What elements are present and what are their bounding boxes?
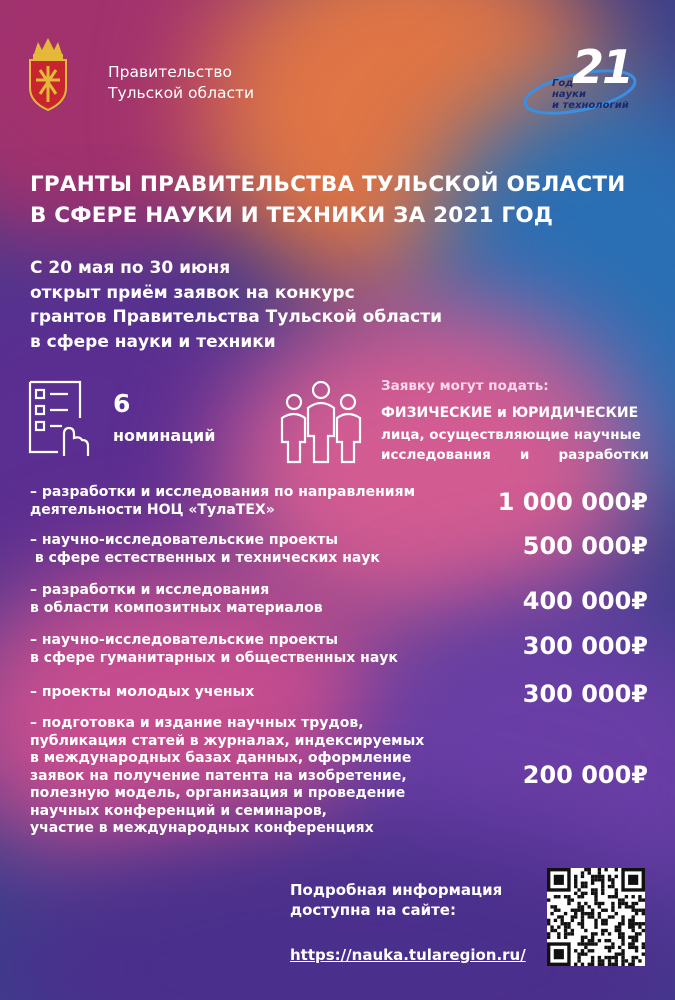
qr-code-icon[interactable] [547, 868, 645, 966]
grant-description [30, 715, 424, 838]
org-name [108, 62, 254, 104]
grant-line: деятельности НОЦ «ТулаТЕХ» [30, 501, 275, 518]
grant-line: – научно-исследовательские проекты [30, 632, 338, 648]
grant-line: в сфере гуманитарных и общественных наук [30, 649, 398, 666]
grant-amount: 200 000₽ [522, 761, 648, 789]
applicants-line2: лица, осуществляющие научные [381, 427, 641, 443]
grant-description [30, 632, 398, 667]
title-line1: ГРАНТЫ ПРАВИТЕЛЬСТВА ТУЛЬСКОЙ ОБЛАСТИ [30, 172, 626, 197]
people-icon [278, 380, 364, 464]
nominations-count: 6 [113, 389, 131, 418]
org-name-line1: Правительство [108, 63, 232, 81]
grant-amount: 300 000₽ [522, 680, 648, 708]
grant-description [30, 582, 323, 617]
grant-description [30, 484, 415, 519]
intro-line: С 20 мая по 30 июня [30, 258, 231, 278]
nominations-label: номинаций [113, 426, 216, 445]
coat-of-arms-icon [24, 36, 72, 114]
org-name-line2: Тульской области [108, 84, 255, 102]
grant-amount: 1 000 000₽ [497, 488, 648, 516]
page-title [30, 169, 660, 231]
logo-line1: Год [552, 78, 574, 89]
grant-line: заявок на получение патента на изобретение, [30, 767, 407, 784]
intro-text [30, 256, 442, 354]
logo-line3: и технологий [552, 100, 629, 111]
grant-line: в международных базах данных, оформление [30, 750, 412, 766]
intro-line: в сфере науки и техники [30, 331, 276, 352]
grant-line: полезную модель, организация и проведение [30, 785, 406, 801]
info-text [290, 880, 502, 920]
year-of-science-logo [520, 40, 638, 124]
intro-line: открыт приём заявок на конкурс [30, 282, 355, 303]
applicants-heading: Заявку могут подать: [381, 378, 549, 394]
logo-line2: науки [552, 89, 586, 100]
grant-line: участие в международных конференциях [30, 820, 374, 836]
grant-amount: 300 000₽ [522, 632, 648, 660]
grant-line: публикация статей в журналах, индексируемых [30, 732, 425, 749]
grant-amount: 400 000₽ [522, 587, 648, 615]
grant-line: – проекты молодых ученых [30, 684, 255, 700]
info-line2: доступна на сайте: [290, 901, 456, 919]
grant-line: в области композитных материалов [30, 599, 323, 616]
intro-line: грантов Правительства Тульской области [30, 307, 442, 327]
grant-line: – подготовка и издание научных трудов, [30, 715, 364, 731]
info-line1: Подробная информация [290, 881, 503, 899]
website-link[interactable]: https://nauka.tularegion.ru/ [290, 946, 526, 964]
logo-number: 21 [571, 40, 632, 94]
grant-description [30, 532, 380, 567]
title-line2: В СФЕРЕ НАУКИ И ТЕХНИКИ ЗА 2021 ГОД [30, 203, 554, 228]
grant-amount: 500 000₽ [522, 532, 648, 560]
grant-line: – разработки и исследования [30, 582, 270, 598]
grant-line: – научно-исследовательские проекты [30, 532, 338, 548]
grant-line: научных конференций и семинаров, [30, 802, 328, 819]
applicants-line3: исследования и разработки [381, 447, 649, 463]
grant-line: в сфере естественных и технических наук [30, 549, 380, 566]
checklist-icon [24, 378, 92, 458]
grant-line: – разработки и исследования по направлениям [30, 484, 416, 500]
applicants-line1: ФИЗИЧЕСКИЕ и ЮРИДИЧЕСКИЕ [381, 405, 639, 421]
grant-description [30, 684, 254, 702]
